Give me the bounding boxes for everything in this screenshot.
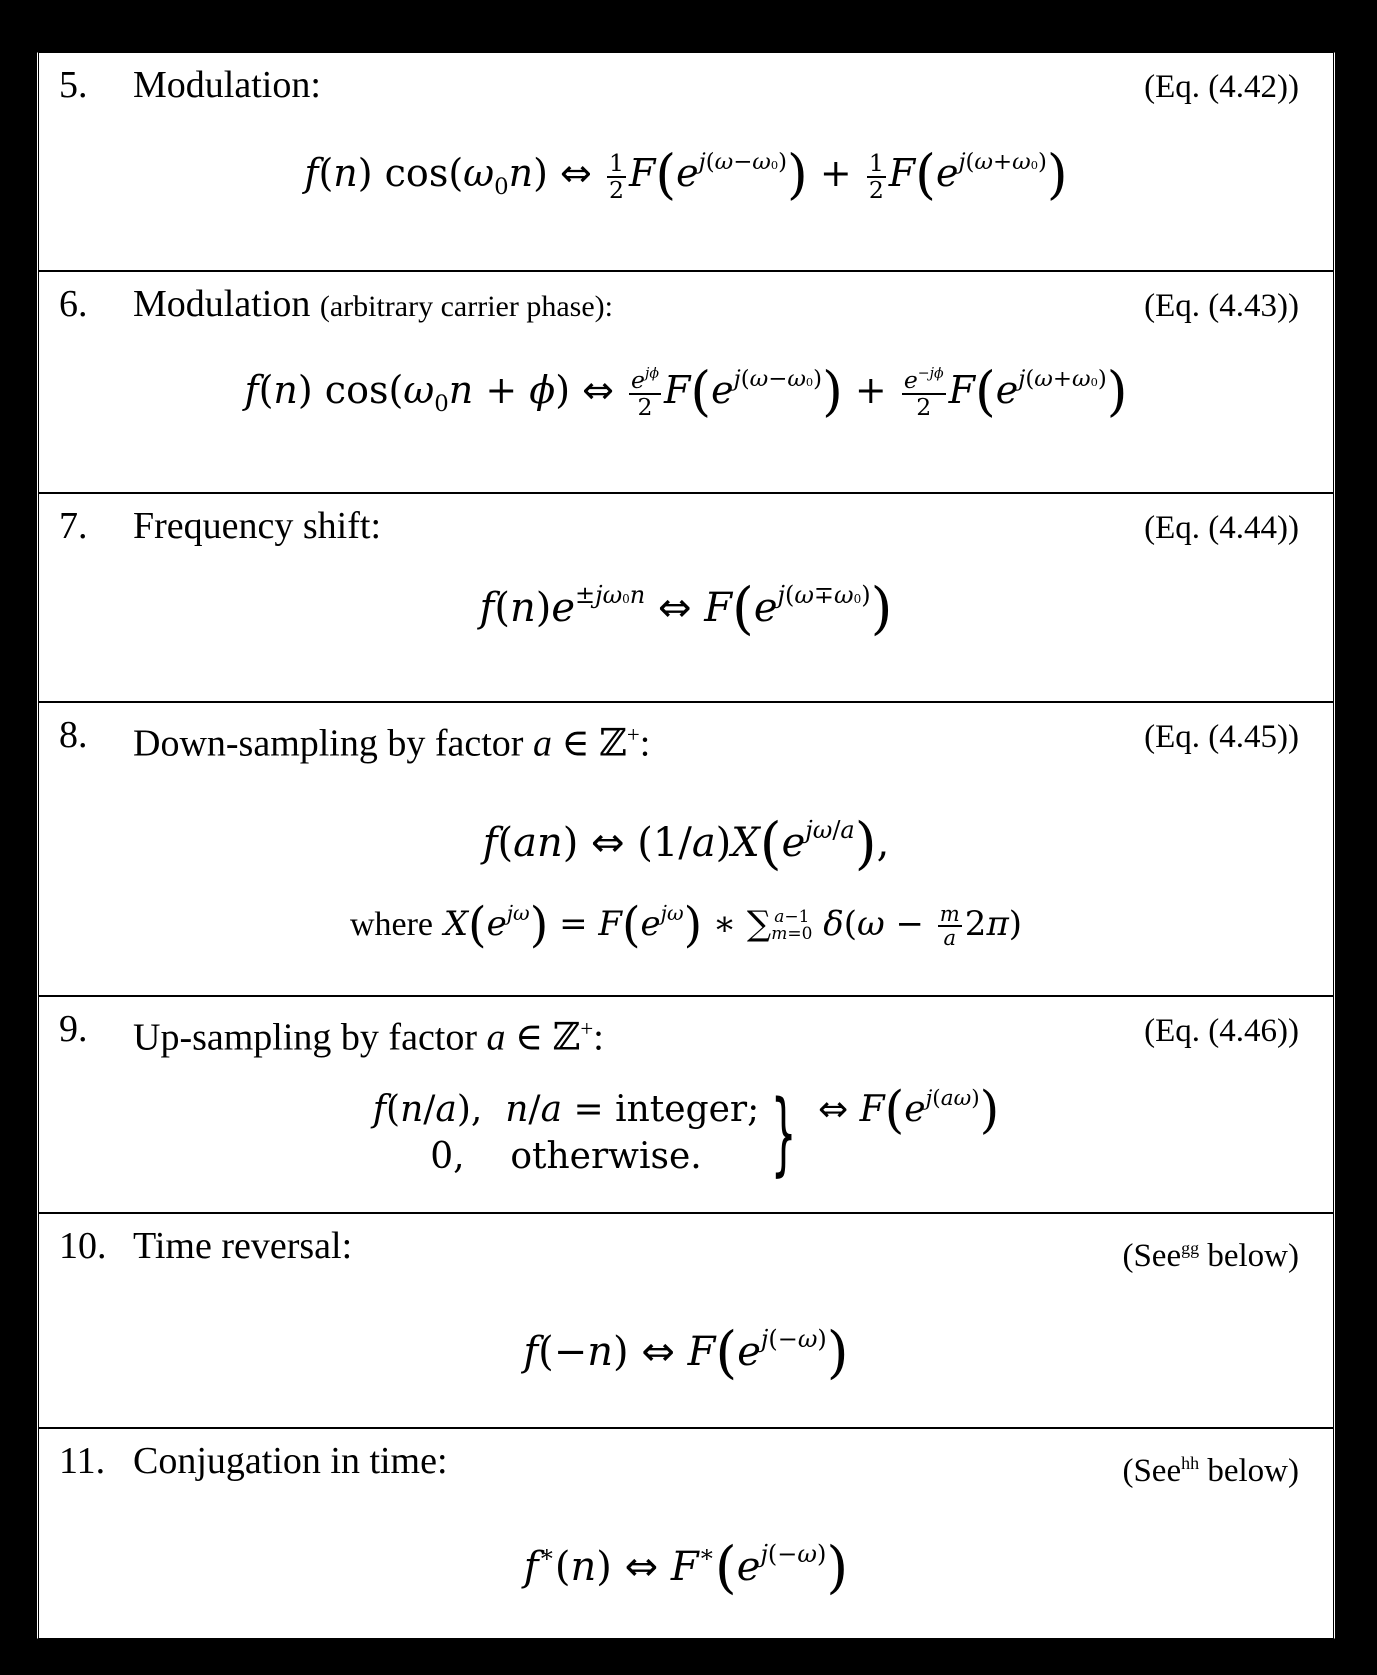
row-10 (39, 1214, 1333, 1429)
ref-suffix: below) (1199, 1453, 1299, 1489)
case-integer: integer; (615, 1089, 760, 1130)
row-number: 5. (59, 64, 88, 106)
row-title-note: (arbitrary carrier phase): (319, 290, 613, 323)
ref-prefix: (See (1122, 1453, 1182, 1489)
row-title: Modulation: (133, 64, 321, 106)
equation-ref: (Eq. (4.42)) (1144, 69, 1299, 105)
row-number: 8. (59, 714, 88, 756)
row-7 (39, 494, 1333, 703)
row-number: 6. (59, 283, 88, 325)
row-title: Time reversal: (133, 1225, 353, 1267)
row-number: 11. (59, 1440, 106, 1482)
equation-ref: (Eq. (4.45)) (1144, 719, 1299, 755)
equation-ref (1122, 1443, 1299, 1491)
row-8 (39, 703, 1333, 997)
row-11 (39, 1429, 1333, 1640)
row-title: Frequency shift: (133, 505, 382, 547)
equation-ref (1122, 1228, 1299, 1276)
equation: f(n/a), n/a = integer; 0, otherwise. } ⇔ $F(e^{j(a\omega)})$ (372, 1080, 1000, 1186)
case-otherwise: otherwise. (510, 1135, 702, 1177)
row-title: Down-sampling by factor a ∈ ℤ+: (133, 722, 651, 765)
properties-table (36, 52, 1336, 1639)
equation-ref: (Eq. (4.46)) (1144, 1013, 1299, 1049)
equation: f∗(n) ⇔ $F^∗(e^{j(-\omega)})$ (523, 1535, 849, 1601)
ref-footnote: gg (1181, 1238, 1200, 1258)
ref-suffix: below) (1199, 1238, 1299, 1274)
equation-ref: (Eq. (4.44)) (1144, 510, 1299, 546)
equation: f(n) $\cos(\omega_0n + \phi)$ ⇔ $\frac{e^{j\phi}}{2}$ $F(e^{j(\omega-\omega 0)})$ + $\frac{e^{-j\phi}}{2}$ $F(e^{j(\omega+\omega 0)})$ (244, 360, 1128, 423)
equation: f(−n) ⇔ $F(e^{j(-\omega)})$ (523, 1320, 849, 1386)
equation: $f(n)e^{\pm j\omega 0n}$ ⇔ $F(e^{j(\omega\mp\omega 0)})$ (479, 576, 893, 642)
equation-where: where $X(e^{j\omega}) = F(e^{j\omega})$ ∗ ∑ a−1 m=0 δ(ω − $\frac{m}{a}$ 2π) (349, 897, 1023, 953)
row-number: 10. (59, 1225, 107, 1267)
ref-prefix: (See (1122, 1238, 1182, 1274)
row-title: Up-sampling by factor a ∈ ℤ+: (133, 1016, 604, 1059)
row-number: 7. (59, 505, 88, 547)
row-5 (39, 53, 1333, 272)
ref-footnote: hh (1181, 1453, 1200, 1473)
equation: f(n) $\cos(\omega_0n)$ ⇔ $\frac{1}{2}$ $F(e^{j(\omega-\omega 0)})$ + $\frac{1}{2}$ $F(e^{j(\omega+\omega 0)})$ (304, 143, 1068, 206)
row-title: Conjugation in time: (133, 1440, 448, 1482)
row-9 (39, 997, 1333, 1214)
equation-ref: (Eq. (4.43)) (1144, 288, 1299, 324)
row-title-text: Modulation (133, 283, 311, 325)
row-title (133, 282, 613, 329)
row-6 (39, 272, 1333, 494)
equation: f(an) ⇔ $(1/a)X(e^{j\omega/a})$, (482, 811, 890, 877)
row-number: 9. (59, 1008, 88, 1050)
